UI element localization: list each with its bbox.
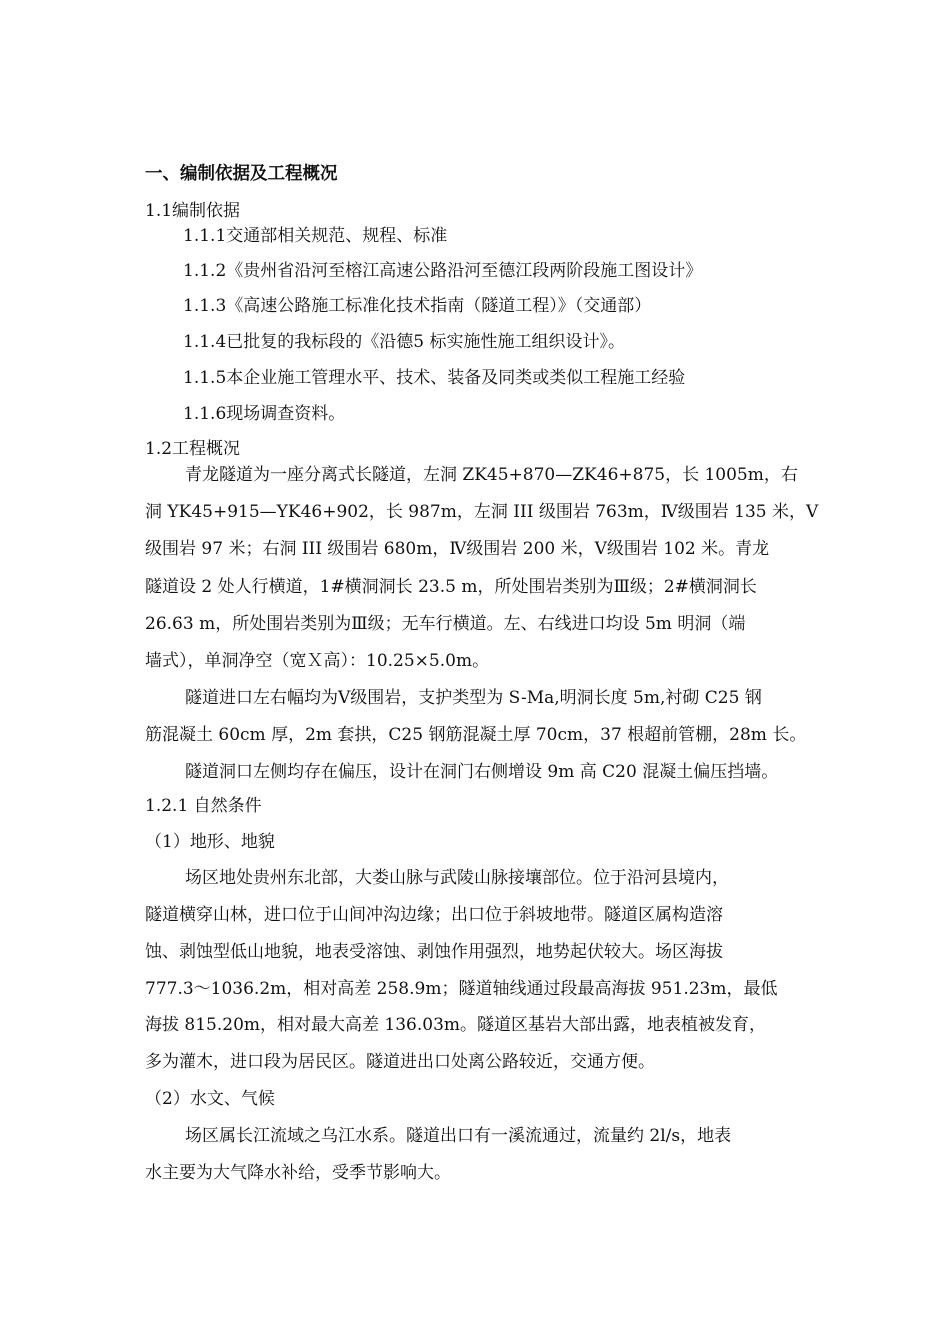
paragraph-line: 26.63 m，所处围岩类别为Ⅲ级；无车行横道。左、右线进口均设 5m 明洞（端 [145,614,746,634]
section-heading: 一、编制依据及工程概况 [145,164,338,184]
list-item: 1.1.6现场调查资料。 [183,404,346,424]
paragraph-line: 777.3～1036.2m，相对高差 258.9m；隧道轴线通过段最高海拔 951.23m，最低 [145,979,778,999]
paragraph-line: 墙式），单洞净空（宽Ｘ高）：10.25×5.0m。 [145,651,490,671]
sub-item-heading: （2）水文、气候 [145,1089,275,1109]
paragraph-line: 隧道设 2 处人行横道，1#横洞洞长 23.5 m，所处围岩类别为Ⅲ级；2#横洞洞长 [145,577,757,597]
paragraph-line: 筋混凝土 60cm 厚，2m 套拱，C25 钢筋混凝土厚 70cm，37 根超前管棚，28m 长。 [145,725,807,745]
list-item: 1.1.4已批复的我标段的《沿德5 标实施性施工组织设计》。 [183,332,625,352]
subsection-heading-1-2-1: 1.2.1 自然条件 [145,796,262,816]
subsection-heading-1-1: 1.1编制依据 [145,201,241,221]
paragraph-line: 青龙隧道为一座分离式长隧道，左洞 ZK45+870—ZK46+875，长 1005m，右 [185,465,798,485]
paragraph-line: 隧道洞口左侧均存在偏压，设计在洞门右侧增设 9m 高 C20 混凝土偏压挡墙。 [185,762,779,782]
paragraph-line: 隧道横穿山林，进口位于山间冲沟边缘；出口位于斜坡地带。隧道区属构造溶 [145,905,723,925]
paragraph-line: 场区地处贵州东北部，大娄山脉与武陵山脉接壤部位。位于沿河县境内， [185,868,729,888]
paragraph-line: 场区属长江流域之乌江水系。隧道出口有一溪流通过，流量约 2l/s，地表 [185,1126,732,1146]
subsection-heading-1-2: 1.2工程概况 [145,439,241,459]
paragraph-line: 级围岩 97 米；右洞 III 级围岩 680m，Ⅳ级围岩 200 米，Ⅴ级围岩 102 米。青龙 [145,539,770,559]
paragraph-line: 水主要为大气降水补给，受季节影响大。 [145,1163,451,1183]
paragraph-line: 多为灌木，进口段为居民区。隧道进出口处离公路较近，交通方便。 [145,1052,655,1072]
paragraph-line: 隧道进口左右幅均为Ⅴ级围岩，支护类型为 S-Ma,明洞长度 5m,衬砌 C25 钢 [185,688,762,708]
list-item: 1.1.3《高速公路施工标准化技术指南（隧道工程）》（交通部） [183,296,652,316]
sub-item-heading: （1）地形、地貌 [145,832,275,852]
paragraph-line: 洞 YK45+915—YK46+902，长 987m，左洞 III 级围岩 763m，Ⅳ级围岩 135 米，Ⅴ [145,502,819,522]
list-item: 1.1.5本企业施工管理水平、技术、装备及同类或类似工程施工经验 [183,368,686,388]
list-item: 1.1.1交通部相关规范、规程、标准 [183,226,448,246]
list-item: 1.1.2《贵州省沿河至榕江高速公路沿河至德江段两阶段施工图设计》 [183,261,703,281]
paragraph-line: 海拔 815.20m，相对最大高差 136.03m。隧道区基岩大部出露，地表植被发育， [145,1015,767,1035]
paragraph-line: 蚀、剥蚀型低山地貌，地表受溶蚀、剥蚀作用强烈，地势起伏较大。场区海拔 [145,942,723,962]
